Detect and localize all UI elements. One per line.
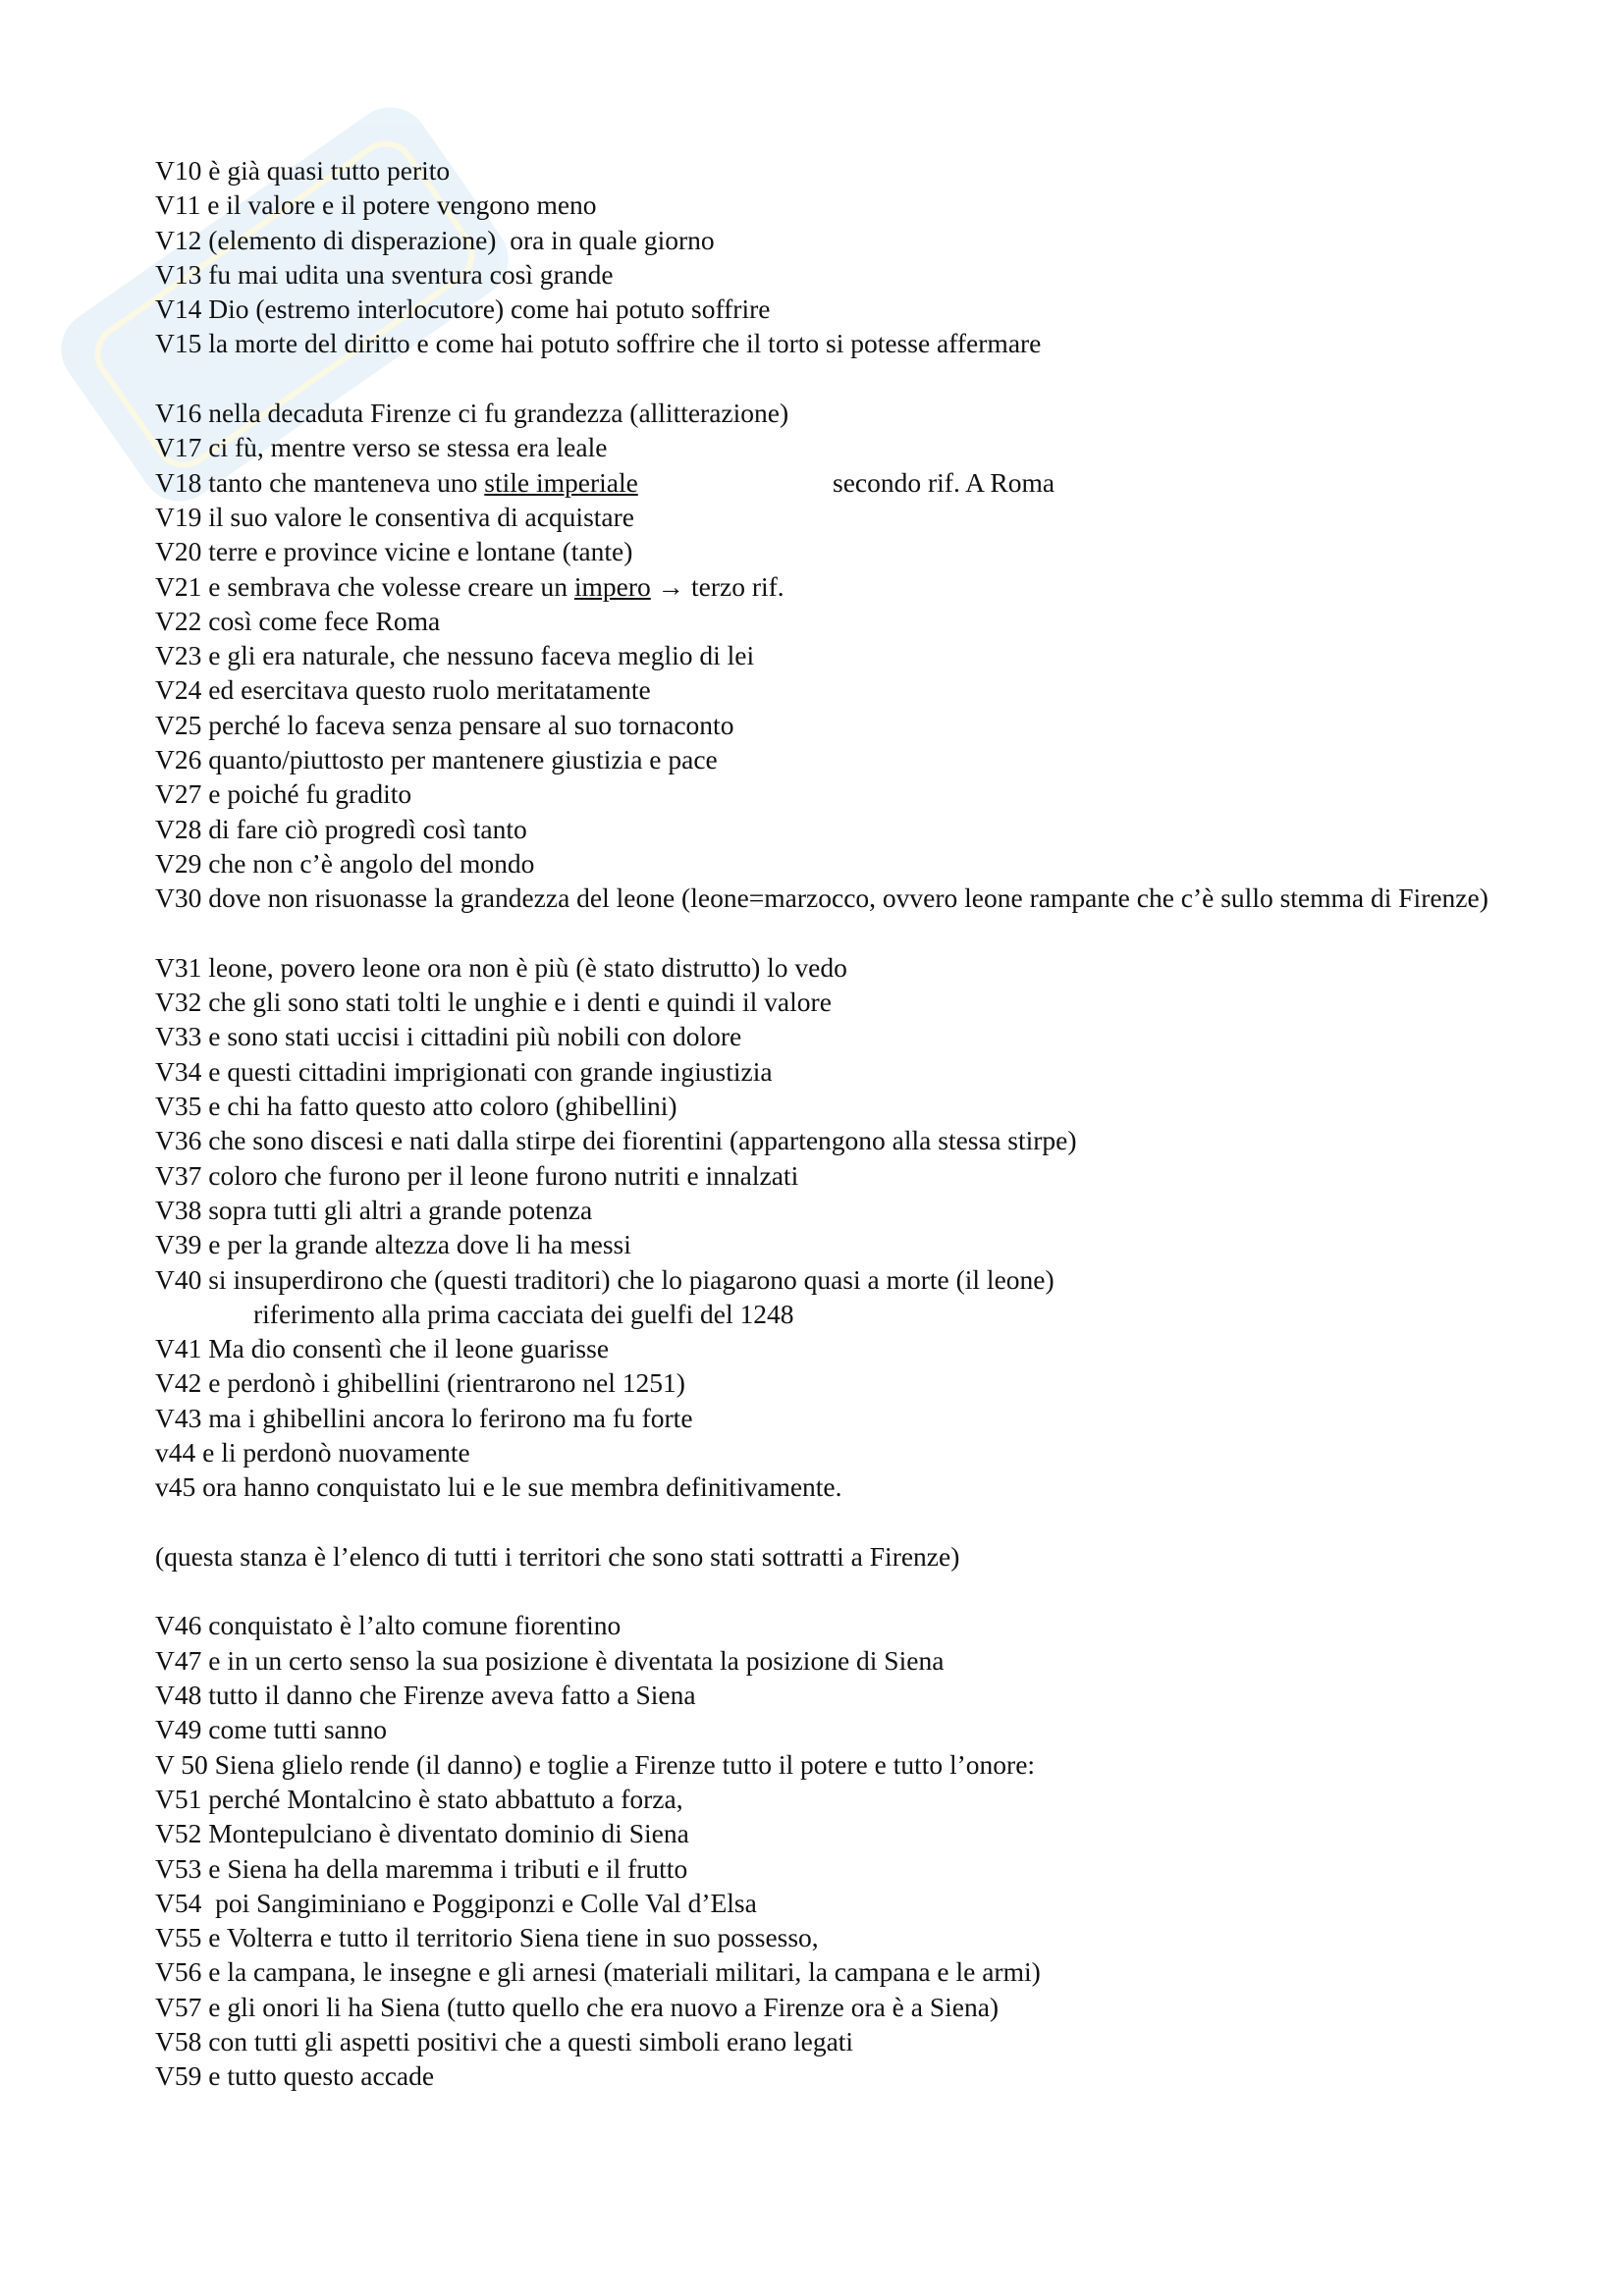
verse-line-53: V53 e Siena ha della maremma i tributi e il frutto	[155, 1852, 688, 1884]
verse-line-26: V26 quanto/piuttosto per mantenere giustizia e pace	[155, 744, 718, 775]
verse-line-36: V36 che sono discesi e nati dalla stirpe dei fiorentini (appartengono alla stessa stirpe)	[155, 1125, 1077, 1156]
verse-line-54: V54 poi Sangiminiano e Poggiponzi e Colle Val d’Elsa	[155, 1887, 757, 1918]
verse-line-45: v45 ora hanno conquistato lui e le sue membra definitivamente.	[155, 1471, 842, 1503]
verse-line-43: V43 ma i ghibellini ancora lo ferirono ma fu forte	[155, 1402, 693, 1433]
verse-line-12: V12 (elemento di disperazione) ora in quale giorno	[155, 224, 715, 255]
verse-line-40: V40 si insuperdirono che (questi traditori) che lo piagarono quasi a morte (il leone)	[155, 1263, 1055, 1295]
verse-line-37: V37 coloro che furono per il leone furono nutriti e innalzati	[155, 1159, 799, 1191]
verse-line-50: V 50 Siena glielo rende (il danno) e toglie a Firenze tutto il potere e tutto l’onore:	[155, 1748, 1036, 1780]
verse-line-33: V33 e sono stati uccisi i cittadini più nobili con dolore	[155, 1021, 742, 1052]
paragraph-gap	[155, 361, 1490, 396]
verse-line-47: V47 e in un certo senso la sua posizione è diventata la posizione di Siena	[155, 1644, 945, 1676]
underlined-impero: impero	[573, 570, 651, 602]
verse-line-58: V58 con tutti gli aspetti positivi che a questi simboli erano legati	[155, 2026, 854, 2057]
verse-line-17: V17 ci fù, mentre verso se stessa era leale	[155, 432, 608, 463]
verse-line-35: V35 e chi ha fatto questo atto coloro (ghibellini)	[155, 1091, 677, 1122]
verse-line-14: V14 Dio (estremo interlocutore) come hai potuto soffrire	[155, 294, 771, 325]
verse-line-31: V31 leone, povero leone ora non è più (è stato distrutto) lo vedo	[155, 951, 847, 983]
underlined-stile-imperiale: stile imperiale	[484, 466, 638, 498]
verse-line-27: V27 e poiché fu gradito	[155, 778, 412, 810]
paragraph-gap	[155, 916, 1490, 950]
verse-line-23: V23 e gli era naturale, che nessuno faceva meglio di lei	[155, 640, 755, 671]
verse-line-19: V19 il suo valore le consentiva di acquistare	[155, 501, 634, 532]
verse-line-32: V32 che gli sono stati tolti le unghie e i denti e quindi il valore	[155, 987, 832, 1018]
verse-line-49: V49 come tutti sanno	[155, 1714, 388, 1745]
verse-line-21-arrow-note: → terzo rif.	[650, 570, 784, 602]
verse-line-46: V46 conquistato è l’alto comune fiorentino	[155, 1610, 622, 1641]
verse-line-34: V34 e questi cittadini imprigionati con grande ingiustizia	[155, 1055, 773, 1087]
verse-line-22: V22 così come fece Roma	[155, 605, 441, 636]
paragraph-gap	[155, 1505, 1490, 1539]
verse-line-38: V38 sopra tutti gli altri a grande potenza	[155, 1194, 593, 1225]
verse-line-44: v44 e li perdonò nuovamente	[155, 1436, 470, 1468]
verse-line-56: V56 e la campana, le insegne e gli arnesi (materiali militari, la campana e le armi)	[155, 1956, 1041, 1988]
verse-line-59: V59 e tutto questo accade	[155, 2060, 435, 2092]
verse-line-48: V48 tutto il danno che Firenze aveva fatto a Siena	[155, 1680, 696, 1711]
verse-line-30: V30 dove non risuonasse la grandezza del leone (leone=marzocco, ovvero leone rampante che c’è sullo stemma di Firenze)	[155, 882, 1488, 914]
verse-line-11: V11 e il valore e il potere vengono meno	[155, 189, 597, 221]
verse-line-21-text: V21 e sembrava che volesse creare un	[155, 570, 574, 602]
document-page	[155, 153, 1490, 2094]
verse-line-51: V51 perché Montalcino è stato abbattuto a forza,	[155, 1783, 683, 1814]
verse-line-18-text: V18 tanto che manteneva uno	[155, 466, 485, 498]
verse-line-29: V29 che non c’è angolo del mondo	[155, 847, 535, 879]
verse-line-40-note: riferimento alla prima cacciata dei guelfi del 1248	[253, 1298, 794, 1329]
verse-line-39: V39 e per la grande altezza dove li ha messi	[155, 1229, 631, 1260]
verse-line-21	[155, 569, 1490, 604]
verse-line-15: V15 la morte del diritto e come hai potuto soffrire che il torto si potesse affermare	[155, 328, 1042, 359]
verse-line-57: V57 e gli onori li ha Siena (tutto quello che era nuovo a Firenze ora è a Siena)	[155, 1991, 1000, 2022]
verse-line-24: V24 ed esercitava questo ruolo meritatamente	[155, 674, 651, 706]
verse-line-52: V52 Montepulciano è diventato dominio di Siena	[155, 1818, 689, 1849]
stanza-note: (questa stanza è l’elenco di tutti i territori che sono stati sottratti a Firenze)	[155, 1540, 960, 1572]
verse-line-13: V13 fu mai udita una sventura così grande	[155, 258, 614, 290]
verse-line-16: V16 nella decaduta Firenze ci fu grandezza (allitterazione)	[155, 398, 789, 429]
verse-line-55: V55 e Volterra e tutto il territorio Siena tiene in suo possesso,	[155, 1922, 819, 1953]
paragraph-gap	[155, 1574, 1490, 1608]
verse-line-10: V10 è già quasi tutto perito	[155, 155, 451, 186]
verse-line-41: V41 Ma dio consentì che il leone guarisse	[155, 1333, 610, 1364]
verse-line-42: V42 e perdonò i ghibellini (rientrarono nel 1251)	[155, 1367, 685, 1399]
side-note-secondo-rif: secondo rif. A Roma	[833, 466, 1055, 498]
verse-line-18	[155, 465, 1490, 500]
verse-line-28: V28 di fare ciò progredì così tanto	[155, 813, 527, 844]
verse-line-25: V25 perché lo faceva senza pensare al suo tornaconto	[155, 709, 734, 740]
verse-line-20: V20 terre e province vicine e lontane (tante)	[155, 536, 633, 567]
